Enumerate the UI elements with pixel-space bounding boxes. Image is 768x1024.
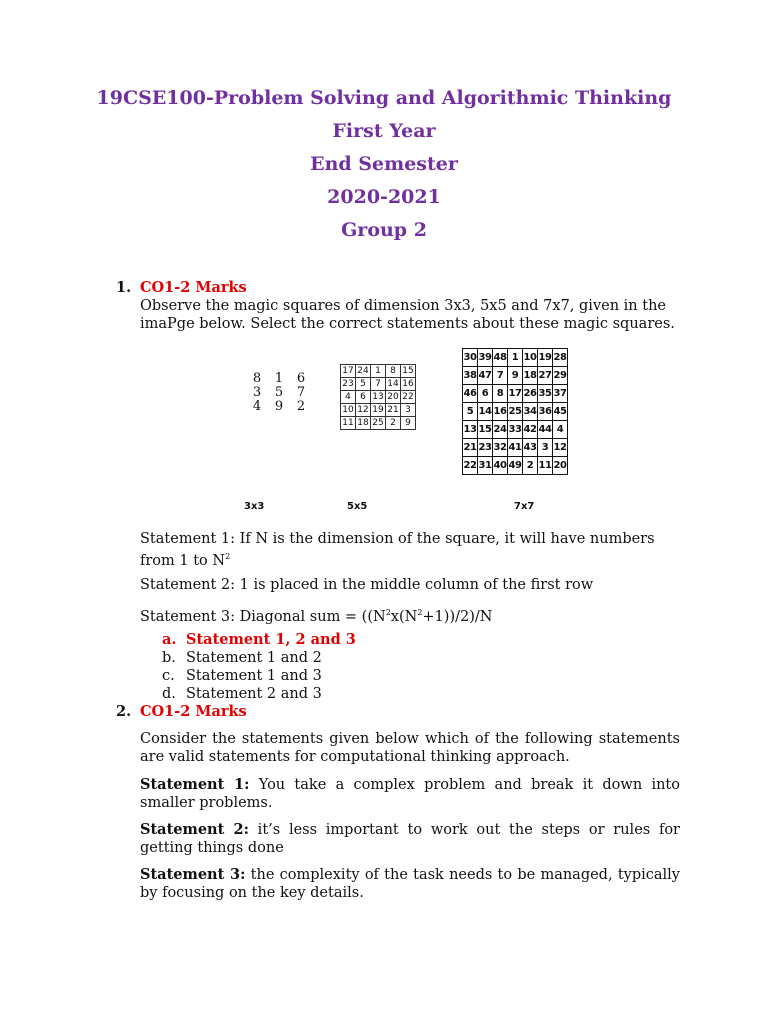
square5-cell: 11 — [342, 417, 354, 428]
square5-cell: 6 — [356, 391, 371, 404]
square5-cell: 19 — [372, 404, 384, 415]
option-c[interactable]: c. Statement 1 and 3 — [162, 668, 322, 684]
square7-cell: 36 — [538, 403, 553, 421]
square7-cell: 38 — [463, 367, 478, 385]
square5-cell: 12 — [357, 404, 369, 415]
square5-cell: 4 — [341, 391, 356, 404]
square7-cell: 14 — [478, 403, 493, 421]
square7-cell: 16 — [493, 403, 508, 421]
question-marks: CO1-2 Marks — [140, 279, 247, 296]
question-text: Observe the magic squares of dimension 3x3, 5x5 and 7x7, given in the imaPge below. Select the correct statements about these magic squares. — [140, 298, 675, 332]
square3-cell: 6 — [296, 371, 306, 386]
square5-cell: 7 — [371, 378, 386, 391]
session-title: 2020-2021 — [327, 186, 441, 208]
square3-row — [246, 386, 312, 400]
square7-cell: 47 — [478, 367, 493, 385]
group-title: Group 2 — [341, 219, 427, 241]
square7-cell: 12 — [553, 439, 568, 457]
square7-cell: 42 — [523, 421, 538, 439]
square5-cell: 23 — [342, 378, 354, 389]
square7-cell: 9 — [508, 367, 523, 385]
square7-row — [463, 403, 568, 421]
q2-statement-2: Statement 2: it’s less important to work out the steps or rules for getting things done — [140, 821, 680, 856]
square7-cell: 19 — [538, 349, 553, 367]
square7-cell: 46 — [463, 385, 478, 403]
year-title: First Year — [332, 120, 436, 142]
question-number: 1. — [116, 279, 132, 296]
square3-row — [246, 372, 312, 386]
square7-cell: 17 — [508, 385, 523, 403]
square7-cell: 15 — [478, 421, 493, 439]
square7-cell: 4 — [553, 421, 568, 439]
square7-cell: 34 — [523, 403, 538, 421]
square5-cell: 25 — [372, 417, 384, 428]
square7-cell: 5 — [463, 403, 478, 421]
q1-statement-3: Statement 3: Diagonal sum = $((N^2x(N^2+1))/2)/N$ — [140, 608, 493, 625]
square3-cell: 1 — [274, 371, 284, 386]
magic-square-5x5 — [340, 364, 416, 430]
square5-cell: 14 — [387, 378, 399, 389]
square7-cell: 35 — [538, 385, 553, 403]
square7-cell: 7 — [493, 367, 508, 385]
square5-cell: 3 — [401, 404, 416, 417]
square7-row — [463, 349, 568, 367]
q1-statement-1: Statement 1: If N is the dimension of the square, it will have numbers from 1 to $N^2$ — [140, 531, 655, 569]
square5-cell: 2 — [386, 417, 401, 430]
square7-cell: 30 — [463, 349, 478, 367]
square7-cell: 6 — [478, 385, 493, 403]
square5-row — [341, 417, 416, 430]
square7-cell: 45 — [553, 403, 568, 421]
exam-title: End Semester — [310, 153, 458, 175]
square7-cell: 40 — [493, 457, 508, 475]
square5-cell: 15 — [402, 365, 414, 376]
square7-cell: 11 — [538, 457, 553, 475]
q2-statement-3: Statement 3: the complexity of the task needs to be managed, typically by focusing on the key details. — [140, 866, 680, 901]
square7-cell: 20 — [553, 457, 568, 475]
square5-cell: 13 — [372, 391, 384, 402]
square7-cell: 28 — [553, 349, 568, 367]
square3-cell: 2 — [296, 399, 306, 414]
square5-cell: 9 — [401, 417, 416, 430]
square5-cell: 10 — [342, 404, 354, 415]
square7-cell: 29 — [553, 367, 568, 385]
square3-row — [246, 400, 312, 414]
square7-cell: 48 — [493, 349, 508, 367]
square3-cell: 7 — [296, 385, 306, 400]
square7-cell: 2 — [523, 457, 538, 475]
course-title: 19CSE100-Problem Solving and Algorithmic Thinking — [96, 87, 672, 109]
square5-cell: 18 — [357, 417, 369, 428]
square7-row — [463, 385, 568, 403]
square7-cell: 31 — [478, 457, 493, 475]
square7-row — [463, 367, 568, 385]
q1-statement-2: Statement 2: 1 is placed in the middle column of the first row — [140, 577, 594, 593]
square7-cell: 8 — [493, 385, 508, 403]
question-marks: CO1-2 Marks — [140, 703, 247, 720]
square3-cell: 5 — [274, 385, 284, 400]
square7-cell: 33 — [508, 421, 523, 439]
square7-cell: 27 — [538, 367, 553, 385]
square7-cell: 3 — [538, 439, 553, 457]
square7-cell: 21 — [463, 439, 478, 457]
q2-intro: Consider the statements given below which of the following statements are valid statements for computational thinking approach. — [140, 731, 680, 765]
square7-cell: 41 — [508, 439, 523, 457]
square5-cell: 8 — [386, 365, 401, 378]
square7-cell: 32 — [493, 439, 508, 457]
option-d[interactable]: d. Statement 2 and 3 — [162, 686, 322, 702]
option-b[interactable]: b. Statement 1 and 2 — [162, 650, 322, 666]
option-a[interactable]: a. Statement 1, 2 and 3 — [162, 631, 356, 648]
square3-cell: 4 — [252, 399, 262, 414]
square5-row — [341, 391, 416, 404]
exam-header — [0, 84, 768, 249]
square5-cell: 20 — [387, 391, 399, 402]
magic-square-3x3 — [246, 372, 312, 414]
label-5x5: 5x5 — [347, 501, 368, 512]
square7-cell: 25 — [508, 403, 523, 421]
square7-cell: 10 — [523, 349, 538, 367]
square7-cell: 26 — [523, 385, 538, 403]
square7-cell: 23 — [478, 439, 493, 457]
square5-cell: 22 — [402, 391, 414, 402]
label-3x3: 3x3 — [244, 501, 265, 512]
square7-cell: 18 — [523, 367, 538, 385]
magic-square-7x7 — [462, 348, 568, 475]
square7-cell: 22 — [463, 457, 478, 475]
square5-cell: 24 — [357, 365, 369, 376]
square3-cell: 8 — [252, 371, 262, 386]
square5-cell: 17 — [342, 365, 354, 376]
question-number: 2. — [116, 703, 132, 720]
square5-row — [341, 378, 416, 391]
square5-cell: 16 — [402, 378, 414, 389]
question-1 — [116, 279, 676, 333]
square5-row — [341, 365, 416, 378]
square7-cell: 39 — [478, 349, 493, 367]
square3-cell: 3 — [252, 385, 262, 400]
square7-cell: 13 — [463, 421, 478, 439]
square7-cell: 37 — [553, 385, 568, 403]
square5-cell: 21 — [387, 404, 399, 415]
square7-cell: 24 — [493, 421, 508, 439]
square7-cell: 44 — [538, 421, 553, 439]
square7-row — [463, 421, 568, 439]
label-7x7: 7x7 — [514, 501, 535, 512]
square3-cell: 9 — [274, 399, 284, 414]
square5-cell: 1 — [371, 365, 386, 378]
square7-row — [463, 439, 568, 457]
square5-cell: 5 — [356, 378, 371, 391]
q2-statement-1: Statement 1: You take a complex problem and break it down into smaller problems. — [140, 776, 680, 811]
square7-cell: 49 — [508, 457, 523, 475]
square7-row — [463, 457, 568, 475]
square7-cell: 1 — [508, 349, 523, 367]
square7-cell: 43 — [523, 439, 538, 457]
q1-options — [162, 631, 356, 703]
question-2 — [116, 703, 676, 721]
square5-row — [341, 404, 416, 417]
